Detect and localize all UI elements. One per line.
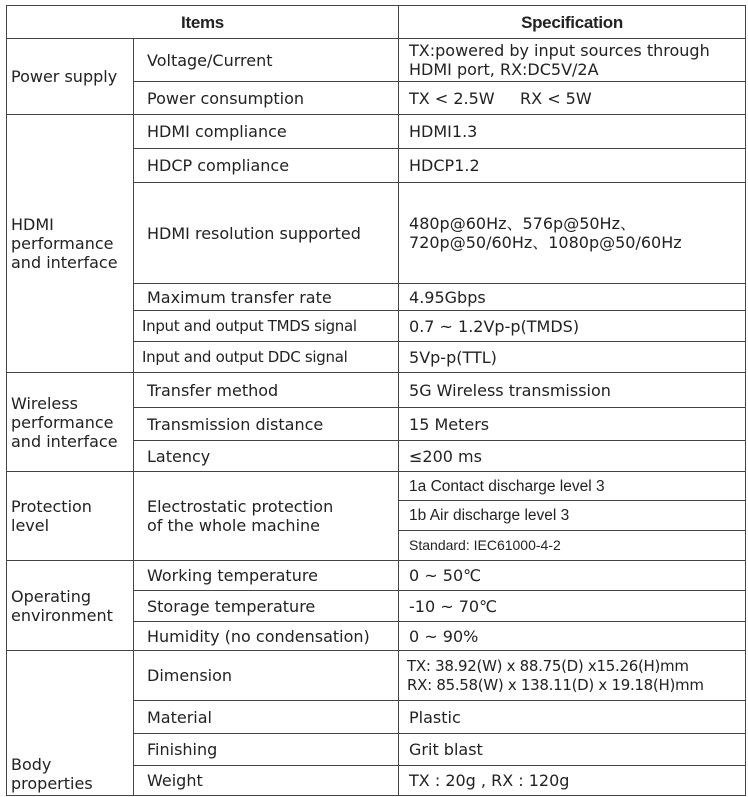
table-row [7, 373, 746, 408]
item-label [134, 472, 399, 561]
spec-value: 4.95Gbps [399, 284, 746, 311]
item-label: Finishing [134, 734, 399, 766]
item-label: HDCP compliance [134, 149, 399, 183]
spec-value: -10 ~ 70℃ [399, 591, 746, 622]
table-row [7, 39, 746, 82]
header-items: Items [7, 6, 399, 39]
spec-value [399, 39, 746, 82]
spec-value: 0.7 ~ 1.2Vp-p(TMDS) [399, 311, 746, 342]
spec-value: Plastic [399, 701, 746, 734]
item-label: Maximum transfer rate [134, 284, 399, 311]
spec-line: 720p@50/60Hz、1080p@50/60Hz [409, 233, 682, 252]
spec-value: TX < 2.5W RX < 5W [399, 82, 746, 115]
spec-value: 5Vp-p(TTL) [399, 342, 746, 373]
item-label: Humidity (no condensation) [134, 622, 399, 651]
item-label: HDMI compliance [134, 115, 399, 149]
table-row [7, 115, 746, 149]
item-label: Weight [134, 766, 399, 796]
group-body: Body properties [7, 651, 134, 796]
spec-line: TX: 38.92(W) x 88.75(D) x15.26(H)mm [407, 656, 689, 675]
item-label: Dimension [134, 651, 399, 701]
spec-value: 15 Meters [399, 408, 746, 441]
spec-line: HDMI port, RX:DC5V/2A [409, 60, 599, 79]
spec-value: Standard: IEC61000-4-2 [399, 531, 746, 561]
item-label: Storage temperature [134, 591, 399, 622]
group-power-supply: Power supply [7, 39, 134, 115]
spec-value: 0 ~ 50℃ [399, 561, 746, 591]
table-row [7, 651, 746, 701]
header-row [7, 6, 746, 39]
group-protection: Protection level [7, 472, 134, 561]
item-label: Voltage/Current [134, 39, 399, 82]
item-label: HDMI resolution supported [134, 183, 399, 284]
item-label: Working temperature [134, 561, 399, 591]
spec-line: TX:powered by input sources through [409, 41, 710, 60]
item-label: Input and output DDC signal [134, 342, 399, 373]
table-row [7, 561, 746, 591]
item-line: Electrostatic protection [147, 497, 334, 516]
spec-value: ≤200 ms [399, 441, 746, 472]
table-row [7, 472, 746, 501]
item-label: Latency [134, 441, 399, 472]
group-operating: Operating environment [7, 561, 134, 651]
item-label: Transmission distance [134, 408, 399, 441]
spec-value: Grit blast [399, 734, 746, 766]
item-label: Power consumption [134, 82, 399, 115]
spec-value: 1b Air discharge level 3 [399, 501, 746, 531]
group-hdmi: HDMI performance and interface [7, 115, 134, 373]
item-label: Input and output TMDS signal [134, 311, 399, 342]
spec-value: 1a Contact discharge level 3 [399, 472, 746, 501]
spec-value: TX : 20g , RX : 120g [399, 766, 746, 796]
spec-value [399, 183, 746, 284]
spec-value: HDMI1.3 [399, 115, 746, 149]
spec-value: 0 ~ 90% [399, 622, 746, 651]
item-label: Transfer method [134, 373, 399, 408]
spec-line: 480p@60Hz、576p@50Hz、 [409, 214, 636, 233]
spec-line: RX: 85.58(W) x 138.11(D) x 19.18(H)mm [407, 675, 704, 694]
item-line: of the whole machine [147, 516, 320, 535]
spec-value: 5G Wireless transmission [399, 373, 746, 408]
spec-value: HDCP1.2 [399, 149, 746, 183]
group-wireless: Wireless performance and interface [7, 373, 134, 472]
specification-table [6, 5, 746, 796]
spec-value [399, 651, 746, 701]
header-specification: Specification [399, 6, 746, 39]
item-label: Material [134, 701, 399, 734]
